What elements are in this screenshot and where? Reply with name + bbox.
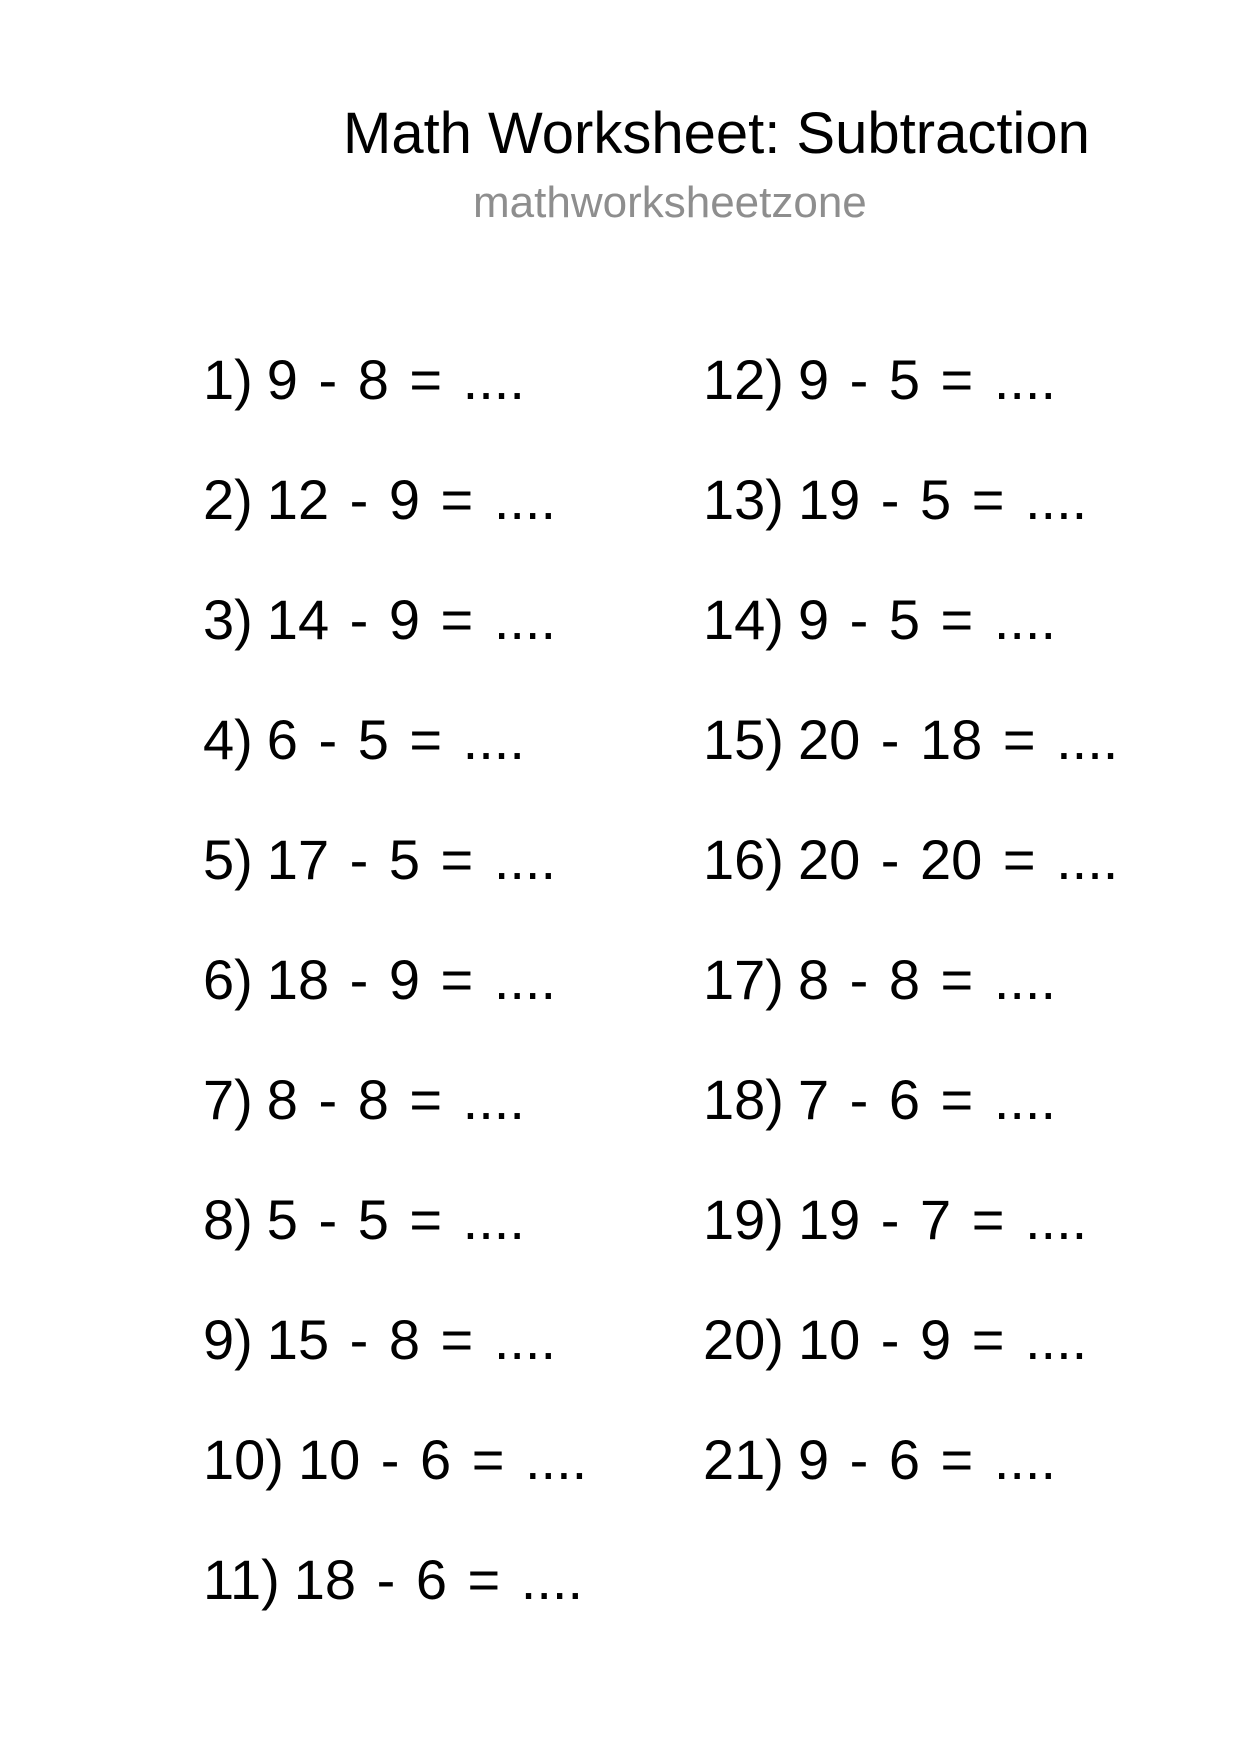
problem-row — [203, 948, 587, 1072]
problem-number: 1) — [203, 348, 253, 411]
problem-row — [703, 828, 1119, 952]
problem-number: 6) — [203, 948, 253, 1011]
problem-expression: 9 - 6 = .... — [797, 1428, 1057, 1491]
problem-row — [703, 1308, 1118, 1432]
problem-number: 7) — [203, 1068, 253, 1131]
problem-expression: 12 - 9 = .... — [266, 468, 557, 531]
problem-expression: 19 - 7 = .... — [797, 1188, 1088, 1251]
problem-expression: 6 - 5 = .... — [266, 708, 525, 771]
page-subtitle: mathworksheetzone — [473, 178, 867, 227]
problem-expression: 19 - 5 = .... — [797, 468, 1088, 531]
problem-number: 3) — [203, 588, 253, 651]
page-title: Math Worksheet: Subtraction — [343, 101, 1090, 166]
problem-number: 10) — [203, 1428, 284, 1491]
problems-column-left — [203, 348, 588, 1672]
problem-expression: 8 - 8 = .... — [266, 1068, 525, 1131]
problem-row — [703, 1428, 1118, 1552]
problems-column-right — [703, 348, 1119, 1552]
problem-row — [703, 708, 1119, 832]
problem-expression: 15 - 8 = .... — [266, 1308, 557, 1371]
problem-number: 15) — [703, 708, 784, 771]
problem-number: 8) — [203, 1188, 253, 1251]
problem-row — [203, 348, 587, 472]
problem-expression: 20 - 18 = .... — [797, 708, 1119, 771]
problem-row — [203, 708, 587, 832]
problem-expression: 9 - 8 = .... — [266, 348, 525, 411]
problem-expression: 18 - 6 = .... — [293, 1548, 584, 1611]
problem-row — [703, 1188, 1118, 1312]
problem-row — [703, 348, 1118, 472]
problem-number: 18) — [703, 1068, 784, 1131]
problem-expression: 9 - 5 = .... — [797, 588, 1057, 651]
problem-number: 2) — [203, 468, 253, 531]
problem-row — [703, 468, 1118, 592]
problem-expression: 5 - 5 = .... — [266, 1188, 525, 1251]
problem-expression: 7 - 6 = .... — [797, 1068, 1057, 1131]
problem-number: 16) — [703, 828, 784, 891]
problem-row — [703, 1068, 1118, 1192]
problem-number: 12) — [703, 348, 784, 411]
problem-number: 19) — [703, 1188, 784, 1251]
problem-number: 20) — [703, 1308, 784, 1371]
problem-row — [203, 1428, 588, 1552]
problem-expression: 8 - 8 = .... — [797, 948, 1057, 1011]
problem-expression: 10 - 9 = .... — [797, 1308, 1088, 1371]
problem-row — [203, 1548, 587, 1672]
problem-row — [203, 828, 587, 952]
problem-number: 21) — [703, 1428, 784, 1491]
problem-row — [703, 948, 1118, 1072]
problem-number: 17) — [703, 948, 784, 1011]
problem-expression: 18 - 9 = .... — [266, 948, 557, 1011]
problem-expression: 10 - 6 = .... — [297, 1428, 588, 1491]
problem-number: 11) — [203, 1548, 280, 1611]
problem-number: 13) — [703, 468, 784, 531]
problem-row — [203, 468, 587, 592]
problem-expression: 17 - 5 = .... — [266, 828, 557, 891]
problem-row — [203, 1188, 587, 1312]
problem-expression: 20 - 20 = .... — [797, 828, 1119, 891]
problem-row — [203, 1308, 587, 1432]
problem-number: 14) — [703, 588, 784, 651]
problem-row — [203, 588, 587, 712]
problem-number: 5) — [203, 828, 253, 891]
problem-expression: 14 - 9 = .... — [266, 588, 557, 651]
problem-row — [703, 588, 1118, 712]
problem-number: 4) — [203, 708, 253, 771]
problem-row — [203, 1068, 587, 1192]
problem-expression: 9 - 5 = .... — [797, 348, 1057, 411]
problem-number: 9) — [203, 1308, 253, 1371]
